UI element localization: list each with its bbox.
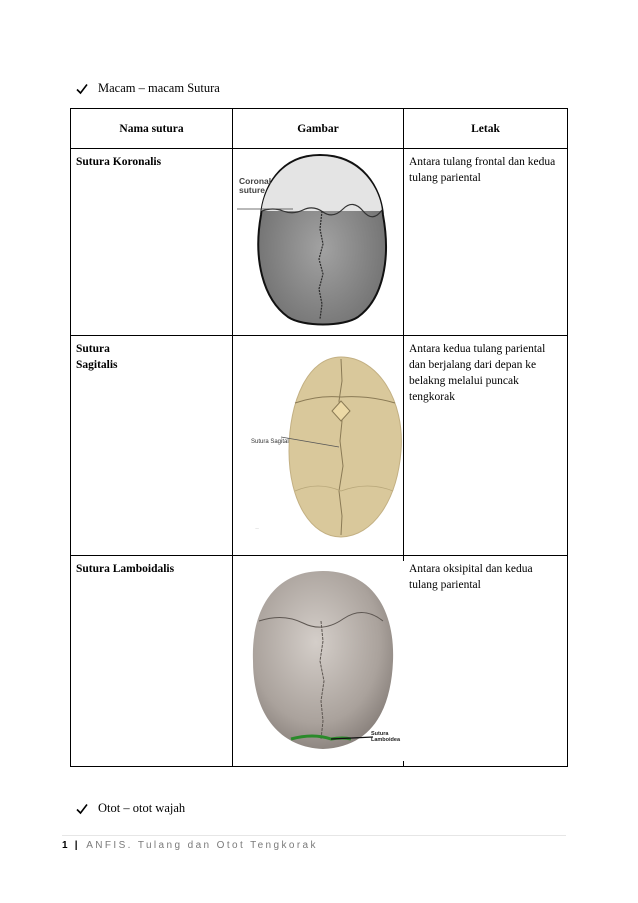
page-number: 1 [62, 840, 68, 851]
table-header-row [71, 109, 568, 149]
suture-table [70, 108, 568, 767]
footer-title: ANFIS. Tulang dan Otot Tengkorak [86, 840, 318, 851]
table-row [71, 149, 568, 336]
faint-watermark: ~ [255, 526, 260, 533]
coronal-label-line2: suture [239, 185, 265, 195]
checkmark-icon [76, 83, 88, 95]
suture-name: Sutura Koronalis [71, 149, 233, 336]
lambdoid-label-line1: Sutura [371, 731, 389, 737]
checkmark-icon [76, 803, 88, 815]
sagittal-label: Sutura Sagital [251, 439, 289, 445]
coronal-label [239, 177, 271, 195]
sagittal-suture-image [233, 336, 404, 556]
bullet-facial-muscles [76, 801, 185, 816]
suture-location: Antara kedua tulang pariental dan berjalang dari depan ke belakng melalui puncak tengkorak [404, 336, 568, 556]
bullet-suture-types [76, 81, 220, 96]
suture-name: Sutura Lamboidalis [71, 556, 233, 767]
header-name: Nama sutura [71, 109, 233, 149]
bullet-text: Otot – otot wajah [98, 801, 186, 815]
lambdoid-label [371, 731, 400, 743]
page-footer [62, 835, 566, 851]
lambdoid-label-line2: Lamboidea [371, 737, 401, 743]
header-image: Gambar [233, 109, 404, 149]
coronal-suture-image [233, 149, 404, 336]
suture-location: Antara oksipital dan kedua tulang pariental [404, 556, 568, 767]
coronal-label-line1: Coronal [239, 176, 272, 186]
header-location: Letak [404, 109, 568, 149]
bullet-text: Macam – macam Sutura [98, 81, 220, 95]
suture-name [71, 336, 233, 556]
table-row [71, 336, 568, 556]
footer-separator: | [74, 840, 78, 851]
lambdoid-suture-image [233, 556, 404, 767]
suture-location: Antara tulang frontal dan kedua tulang pariental [404, 149, 568, 336]
table-row [71, 556, 568, 767]
suture-name-text: Sutura Sagitalis [76, 343, 118, 371]
